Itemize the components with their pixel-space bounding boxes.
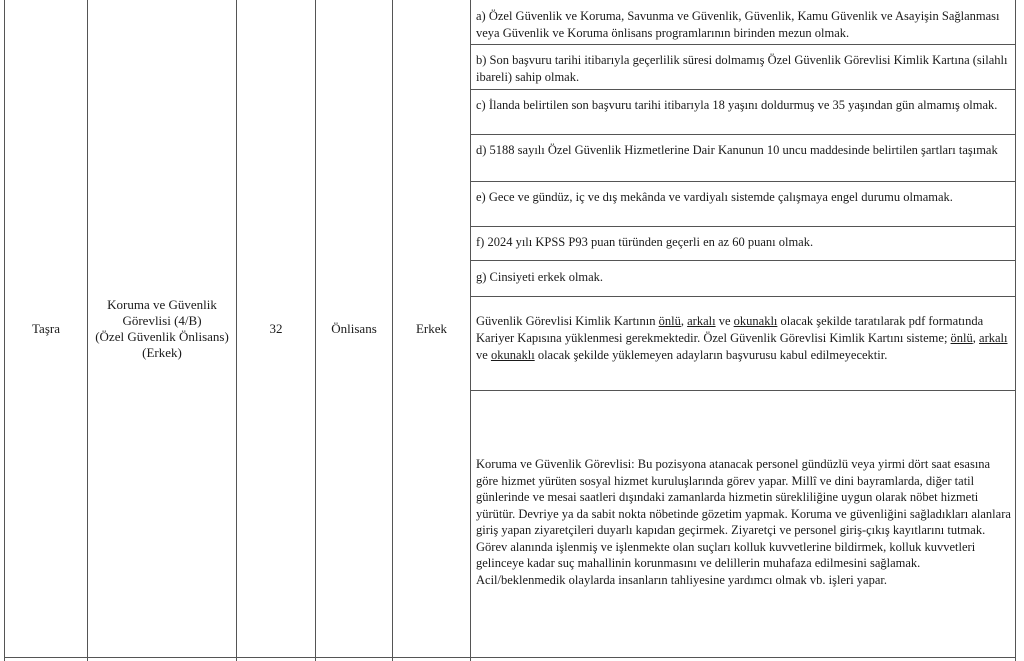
location-cell	[5, 0, 87, 657]
row-divider	[470, 296, 1016, 297]
column-divider	[470, 0, 471, 661]
note-text: ,	[680, 314, 688, 328]
table-border-bottom	[4, 657, 1016, 658]
education-cell	[316, 0, 392, 657]
position-name	[95, 297, 229, 361]
education-text: Önlisans	[331, 320, 377, 336]
requirement-g: g) Cinsiyeti erkek olmak.	[476, 270, 604, 284]
position-line: (Özel Güvenlik Önlisans)	[95, 328, 229, 344]
row-divider	[470, 181, 1016, 182]
note-underlined: arkalı	[687, 314, 716, 328]
position-line: Görevlisi (4/B)	[122, 312, 202, 328]
row-divider	[470, 134, 1016, 135]
position-line: (Erkek)	[142, 344, 182, 360]
requirement-f: f) 2024 yılı KPSS P93 puan türünden geçerli en az 60 puanı olmak.	[476, 235, 814, 249]
requirement-d: d) 5188 sayılı Özel Güvenlik Hizmetlerine Dair Kanunun 10 uncu maddesinde belirtilen şartları taşımak	[476, 143, 998, 157]
count-cell	[237, 0, 315, 657]
job-description: Koruma ve Güvenlik Görevlisi: Bu pozisyona atanacak personel gündüzlü veya yirmi dört saat esasına göre hizmet yürüten sosyal hizmet kuruluşlarında görev yapar. Millî ve dini bayramlarda, diğer tatil günlerinde ve mesai saatleri dışındaki zamanlarda hizmetin sürekliliğine uygun olarak nöbet hizmeti yürütür. Devriye ya da sabit nokta nöbetinde gözetim yapmak. Koruma ve güvenliğini sağladıkları alanlara giriş yapan ziyaretçileri duyarlı kapıdan geçirmek. Ziyaretçi ve personel giriş-çıkış kayıtlarını tutmak. Görev alanında işlenmiş ve işlenmekte olan suçları kolluk kuvvetlerine bildirmek, kolluk kuvvetleri gelinceye kadar suç mahallinin korunmasını ve delillerin muhafaza edilmesini sağlamak. Acil/beklenmedik olaylarda insanların tahliyesine yardımcı olmak vb. işleri yapar.	[476, 457, 1011, 587]
row-divider	[470, 89, 1016, 90]
table-border-right	[1015, 0, 1016, 661]
note-underlined: okunaklı	[490, 348, 535, 362]
location-text: Taşra	[32, 320, 60, 336]
note-underlined: önlü	[658, 314, 681, 328]
requirement-b: b) Son başvuru tarihi itibarıyla geçerlilik süresi dolmamış Özel Güvenlik Görevlisi Kimlik Kartına (silahlı ibareli) sahip olmak.	[476, 53, 1008, 84]
row-divider	[470, 226, 1016, 227]
id-card-note	[476, 313, 1008, 364]
note-text: ,	[972, 331, 980, 345]
row-divider	[470, 390, 1016, 391]
note-underlined: önlü	[950, 331, 973, 345]
row-divider	[470, 260, 1016, 261]
note-text: olacak şekilde taratılarak pdf formatında Kariyer Kapısına yüklenmesi gerekmektedir. Özel Güvenlik Görevlisi Kimlik Kartını sisteme;	[476, 314, 984, 345]
requirement-e: e) Gece ve gündüz, iç ve dış mekânda ve vardiyalı sistemde çalışmaya engel durumu olmamak.	[476, 190, 953, 204]
row-divider	[470, 44, 1016, 45]
note-text: ve	[476, 348, 491, 362]
note-text: ve	[715, 314, 734, 328]
note-text: Güvenlik Görevlisi Kimlik Kartının	[476, 314, 659, 328]
note-underlined: arkalı	[979, 331, 1008, 345]
position-cell	[88, 0, 236, 657]
note-text: olacak şekilde yüklemeyen adayların başvurusu kabul edilmeyecektir.	[534, 348, 888, 362]
gender-cell	[393, 0, 470, 657]
gender-text: Erkek	[415, 320, 448, 336]
note-underlined: okunaklı	[733, 314, 778, 328]
position-line: Koruma ve Güvenlik	[107, 296, 217, 312]
requirement-c: c) İlanda belirtilen son başvuru tarihi itibarıyla 18 yaşını doldurmuş ve 35 yaşından gün almamış olmak.	[476, 98, 998, 112]
count-text: 32	[269, 320, 283, 336]
requirement-a: a) Özel Güvenlik ve Koruma, Savunma ve Güvenlik, Güvenlik, Kamu Güvenlik ve Asayişin Sağlanması veya Güvenlik ve Koruma önlisans programlarının birinden mezun olmak.	[476, 9, 1000, 40]
